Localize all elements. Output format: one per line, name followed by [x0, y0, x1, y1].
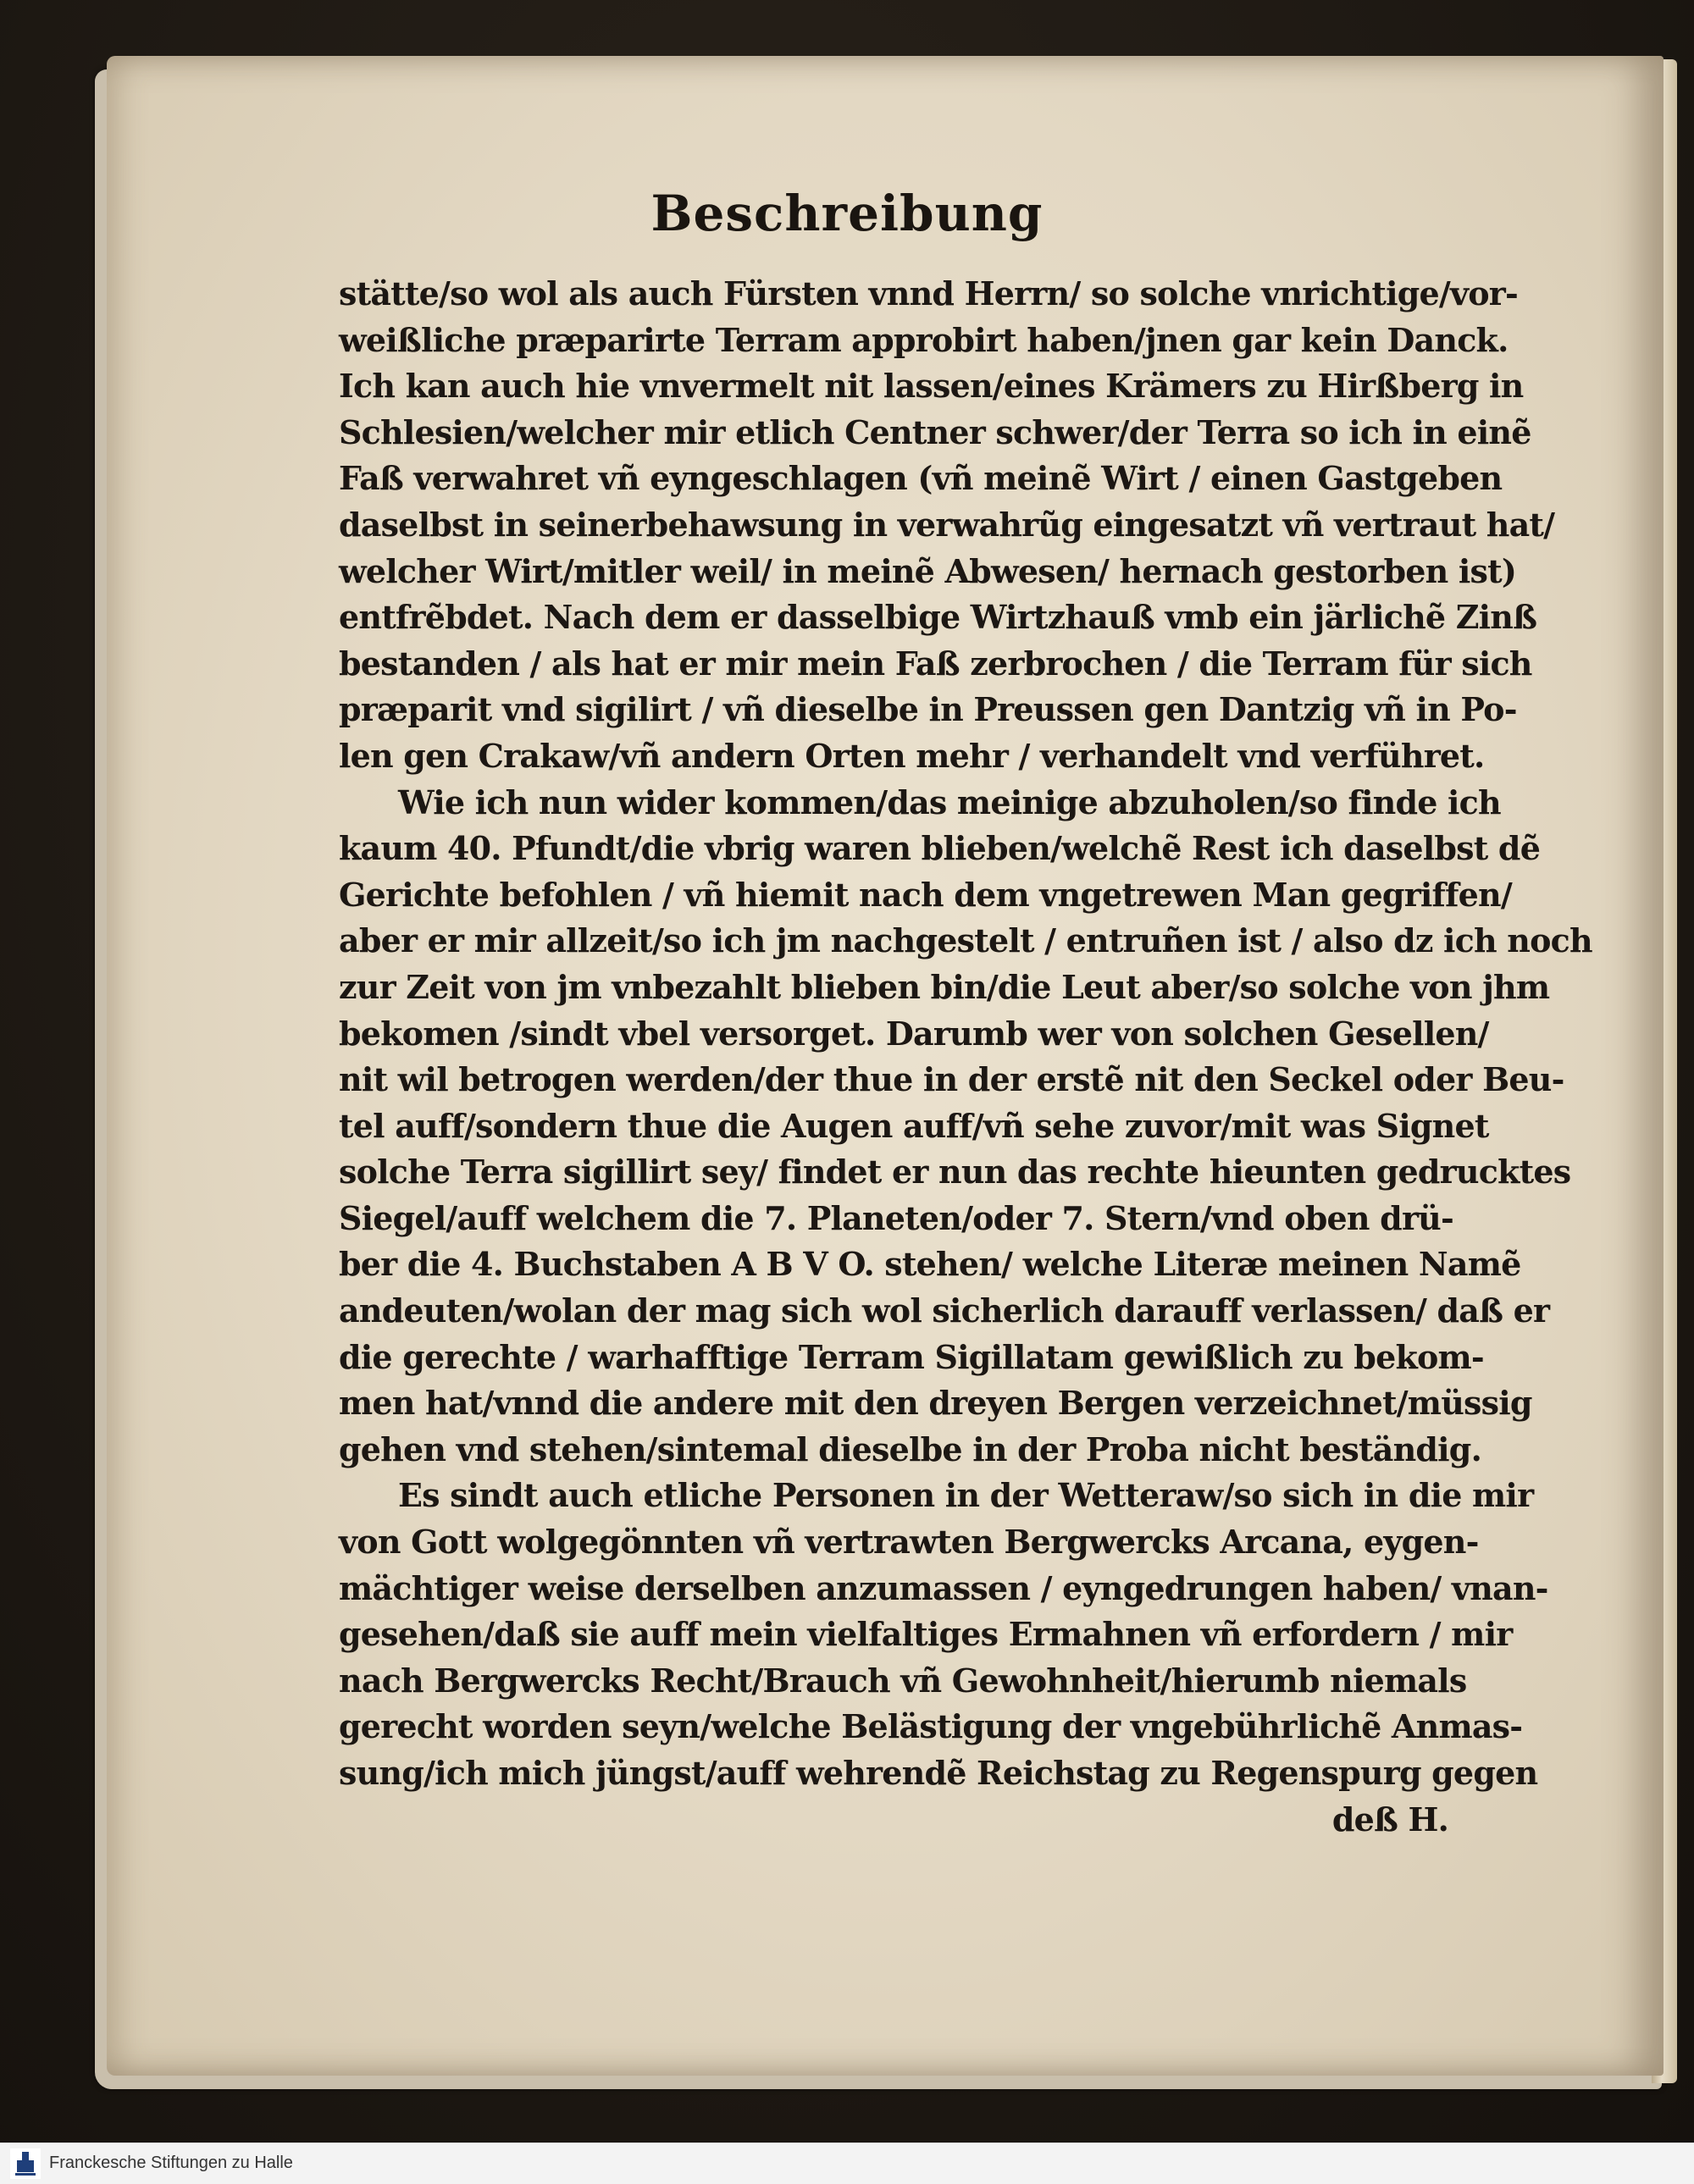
franckesche-stiftungen-logo-icon — [10, 2148, 41, 2179]
institution-name[interactable]: Franckesche Stiftungen zu Halle — [49, 2154, 293, 2172]
text-line: Faß verwahret vñ eyngeschlagen (vñ meinẽ Wirt / einen Gastgeben — [339, 459, 1503, 498]
text-line: bekomen /sindt vbel versorget. Darumb wer von solchen Gesellen/ — [339, 1014, 1489, 1053]
page-body — [339, 271, 1592, 1843]
text-line: Ich kan auch hie vnvermelt nit lassen/eines Krämers zu Hirßberg in — [339, 367, 1524, 406]
text-line: mächtiger weise derselben anzumassen / eyngedrungen haben/ vnan- — [339, 1568, 1548, 1607]
text-line: gehen vnd stehen/sintemal dieselbe in der Proba nicht beständig. — [339, 1429, 1482, 1468]
text-line: welcher Wirt/mitler weil/ in meinẽ Abwesen/ hernach gestorben ist) — [339, 551, 1517, 590]
text-line: nach Bergwercks Recht/Brauch vñ Gewohnheit/hierumb niemals — [339, 1661, 1467, 1700]
catchword: deß H. — [1331, 1800, 1448, 1838]
text-line: Gerichte befohlen / vñ hiemit nach dem vngetrewen Man gegriffen/ — [339, 875, 1512, 914]
text-line: entfrẽbdet. Nach dem er dasselbige Wirtzhauß vmb ein järlichẽ Zinß — [339, 598, 1537, 637]
text-line: zur Zeit von jm vnbezahlt blieben bin/die Leut aber/so solche von jhm — [339, 967, 1550, 1006]
text-line: weißliche præparirte Terram approbirt haben/jnen gar kein Danck. — [339, 320, 1509, 359]
text-line: gesehen/daß sie auff mein vielfaltiges Ermahnen vñ erfordern / mir — [339, 1615, 1513, 1654]
text-line: len gen Crakaw/vñ andern Orten mehr / verhandelt vnd verführet. — [339, 736, 1485, 775]
text-line: andeuten/wolan der mag sich wol sicherlich darauff verlassen/ daß er — [339, 1291, 1550, 1330]
text-line: Schlesien/welcher mir etlich Centner schwer/der Terra so ich in einẽ — [339, 412, 1531, 451]
text-line: die gerechte / warhafftige Terram Sigillatam gewißlich zu bekom- — [339, 1337, 1484, 1376]
text-line: aber er mir allzeit/so ich jm nachgestelt / entruñen ist / also dz ich noch — [339, 921, 1592, 960]
text-line: Wie ich nun wider kommen/das meinige abzuholen/so finde ich — [398, 782, 1501, 821]
text-line: kaum 40. Pfundt/die vbrig waren blieben/welchẽ Rest ich daselbst dẽ — [339, 829, 1541, 868]
text-line: Es sindt auch etliche Personen in der Wetteraw/so sich in die mir — [398, 1476, 1534, 1515]
viewer-footer — [0, 2143, 1694, 2184]
text-line: præparit vnd sigilirt / vñ dieselbe in Preussen gen Dantzig vñ in Po- — [339, 690, 1517, 729]
text-line: men hat/vnnd die andere mit den dreyen Bergen verzeichnet/müssig — [339, 1384, 1532, 1423]
text-line: solche Terra sigillirt sey/ findet er nun das rechte hieunten gedrucktes — [339, 1153, 1571, 1192]
text-line: nit wil betrogen werden/der thue in der erstẽ nit den Seckel oder Beu- — [339, 1060, 1564, 1099]
text-line: daselbst in seinerbehawsung in verwahrũg eingesatzt vñ vertraut hat/ — [339, 505, 1555, 544]
text-line: Siegel/auff welchem die 7. Planeten/oder 7. Stern/vnd oben drü- — [339, 1198, 1453, 1237]
text-line: ber die 4. Buchstaben A B V O. stehen/ welche Literæ meinen Namẽ — [339, 1245, 1521, 1284]
page-heading: Beschreibung — [650, 185, 1044, 242]
text-line: stätte/so wol als auch Fürsten vnnd Herrn/ so solche vnrichtige/vor- — [339, 274, 1518, 312]
text-line: bestanden / als hat er mir mein Faß zerbrochen / die Terram für sich — [339, 644, 1532, 683]
text-line: gerecht worden seyn/welche Belästigung der vngebührlichẽ Anmas- — [339, 1707, 1523, 1746]
text-line: sung/ich mich jüngst/auff wehrendẽ Reichstag zu Regenspurg gegen — [339, 1754, 1538, 1792]
text-line: tel auff/sondern thue die Augen auff/vñ sehe zuvor/mit was Signet — [339, 1106, 1489, 1145]
text-line: von Gott wolgegönnten vñ vertrawten Bergwercks Arcana, eygen- — [339, 1523, 1479, 1562]
